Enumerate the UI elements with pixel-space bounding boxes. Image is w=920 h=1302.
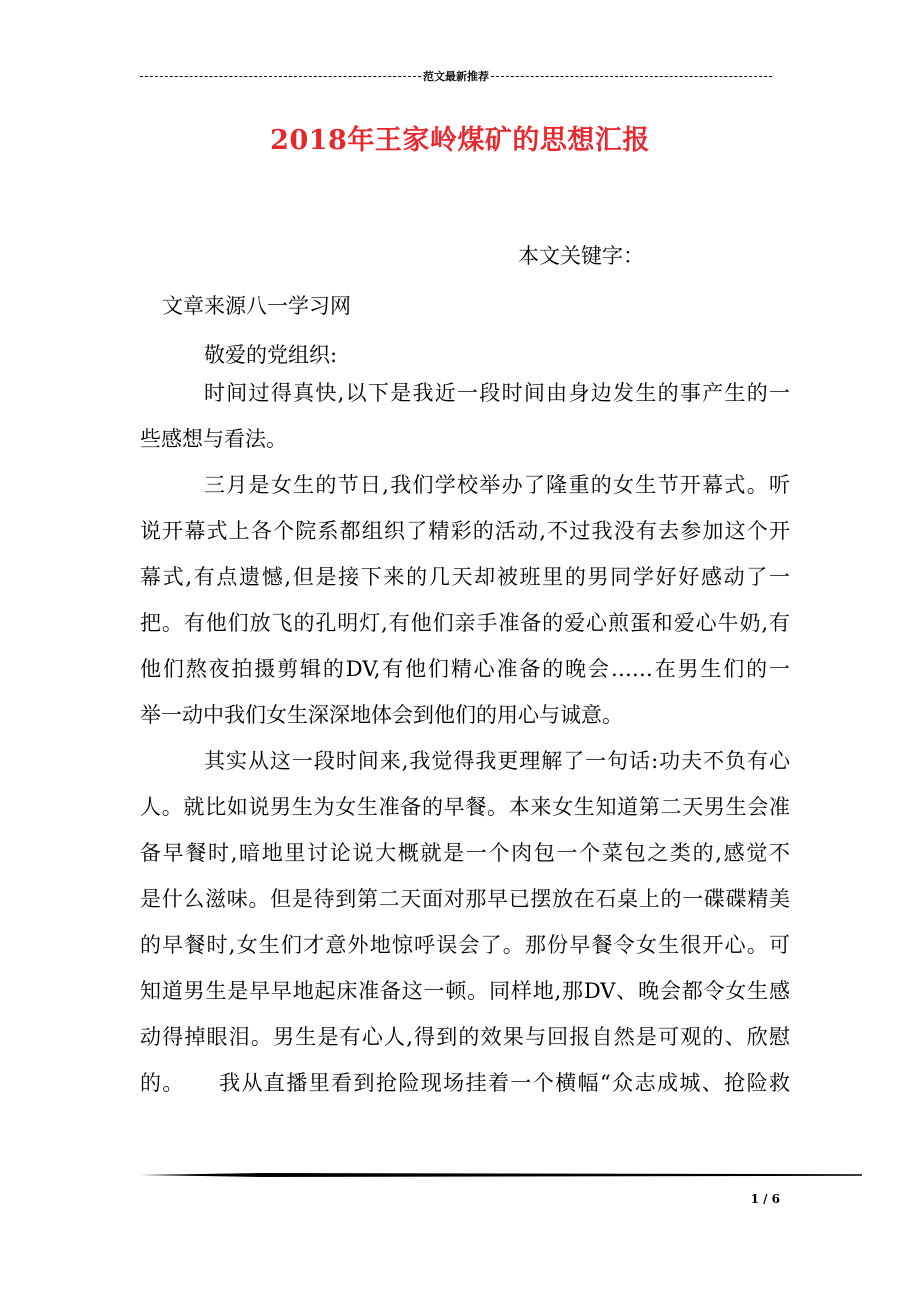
salutation: 敬爱的党组织: <box>204 343 338 367</box>
text-line: 是什么滋味。但是待到第二天面对那早已摆放在石桌上的一碟碟精美 <box>140 887 790 911</box>
source-line: 文章来源八一学习网 <box>162 294 351 318</box>
paragraph <box>140 370 790 462</box>
text-line: 的早餐时,女生们才意外地惊呼误会了。那份早餐令女生很开心。可 <box>140 933 790 957</box>
text-line: 些感想与看法。 <box>140 427 287 451</box>
body-text <box>140 370 790 1106</box>
document-title: 2018年王家岭煤矿的思想汇报 <box>270 125 650 156</box>
text-line: 三月是女生的节日,我们学校举办了隆重的女生节开幕式。听 <box>204 473 790 497</box>
text-line: 说开幕式上各个院系都组织了精彩的活动,不过我没有去参加这个开 <box>140 519 790 543</box>
paragraph <box>140 738 790 1106</box>
text-line: 的。 我从直播里看到抢险现场挂着一个横幅“众志成城、抢险救 <box>140 1071 790 1095</box>
page-number: 1 / 6 <box>750 1192 780 1206</box>
header-dash-right <box>491 76 772 77</box>
keywords-label: 本文关键字： <box>518 244 644 268</box>
text-line: 他们熬夜拍摄剪辑的DV,有他们精心准备的晚会……在男生们的一 <box>140 657 790 681</box>
footer-divider-line <box>140 1172 862 1178</box>
text-line: 知道男生是早早地起床准备这一顿。同样地,那DV、晚会都令女生感 <box>140 979 790 1003</box>
text-line: 动得掉眼泪。男生是有心人,得到的效果与回报自然是可观的、欣慰 <box>140 1025 790 1049</box>
header-dash-left <box>140 76 421 77</box>
text-line: 把。有他们放飞的孔明灯,有他们亲手准备的爱心煎蛋和爱心牛奶,有 <box>140 611 790 635</box>
text-line: 举一动中我们女生深深地体会到他们的用心与诚意。 <box>140 703 623 727</box>
header-banner <box>140 68 772 84</box>
text-line: 幕式,有点遗憾,但是接下来的几天却被班里的男同学好好感动了一 <box>140 565 790 589</box>
header-label: 范文最新推荐 <box>423 70 489 83</box>
text-line: 人。就比如说男生为女生准备的早餐。本来女生知道第二天男生会准 <box>140 795 790 819</box>
text-line: 时间过得真快,以下是我近一段时间由身边发生的事产生的一 <box>204 381 790 405</box>
paragraph <box>140 462 790 738</box>
text-line: 其实从这一段时间来,我觉得我更理解了一句话:功夫不负有心 <box>204 749 790 773</box>
text-line: 备早餐时,暗地里讨论说大概就是一个肉包一个菜包之类的,感觉不 <box>140 841 790 865</box>
